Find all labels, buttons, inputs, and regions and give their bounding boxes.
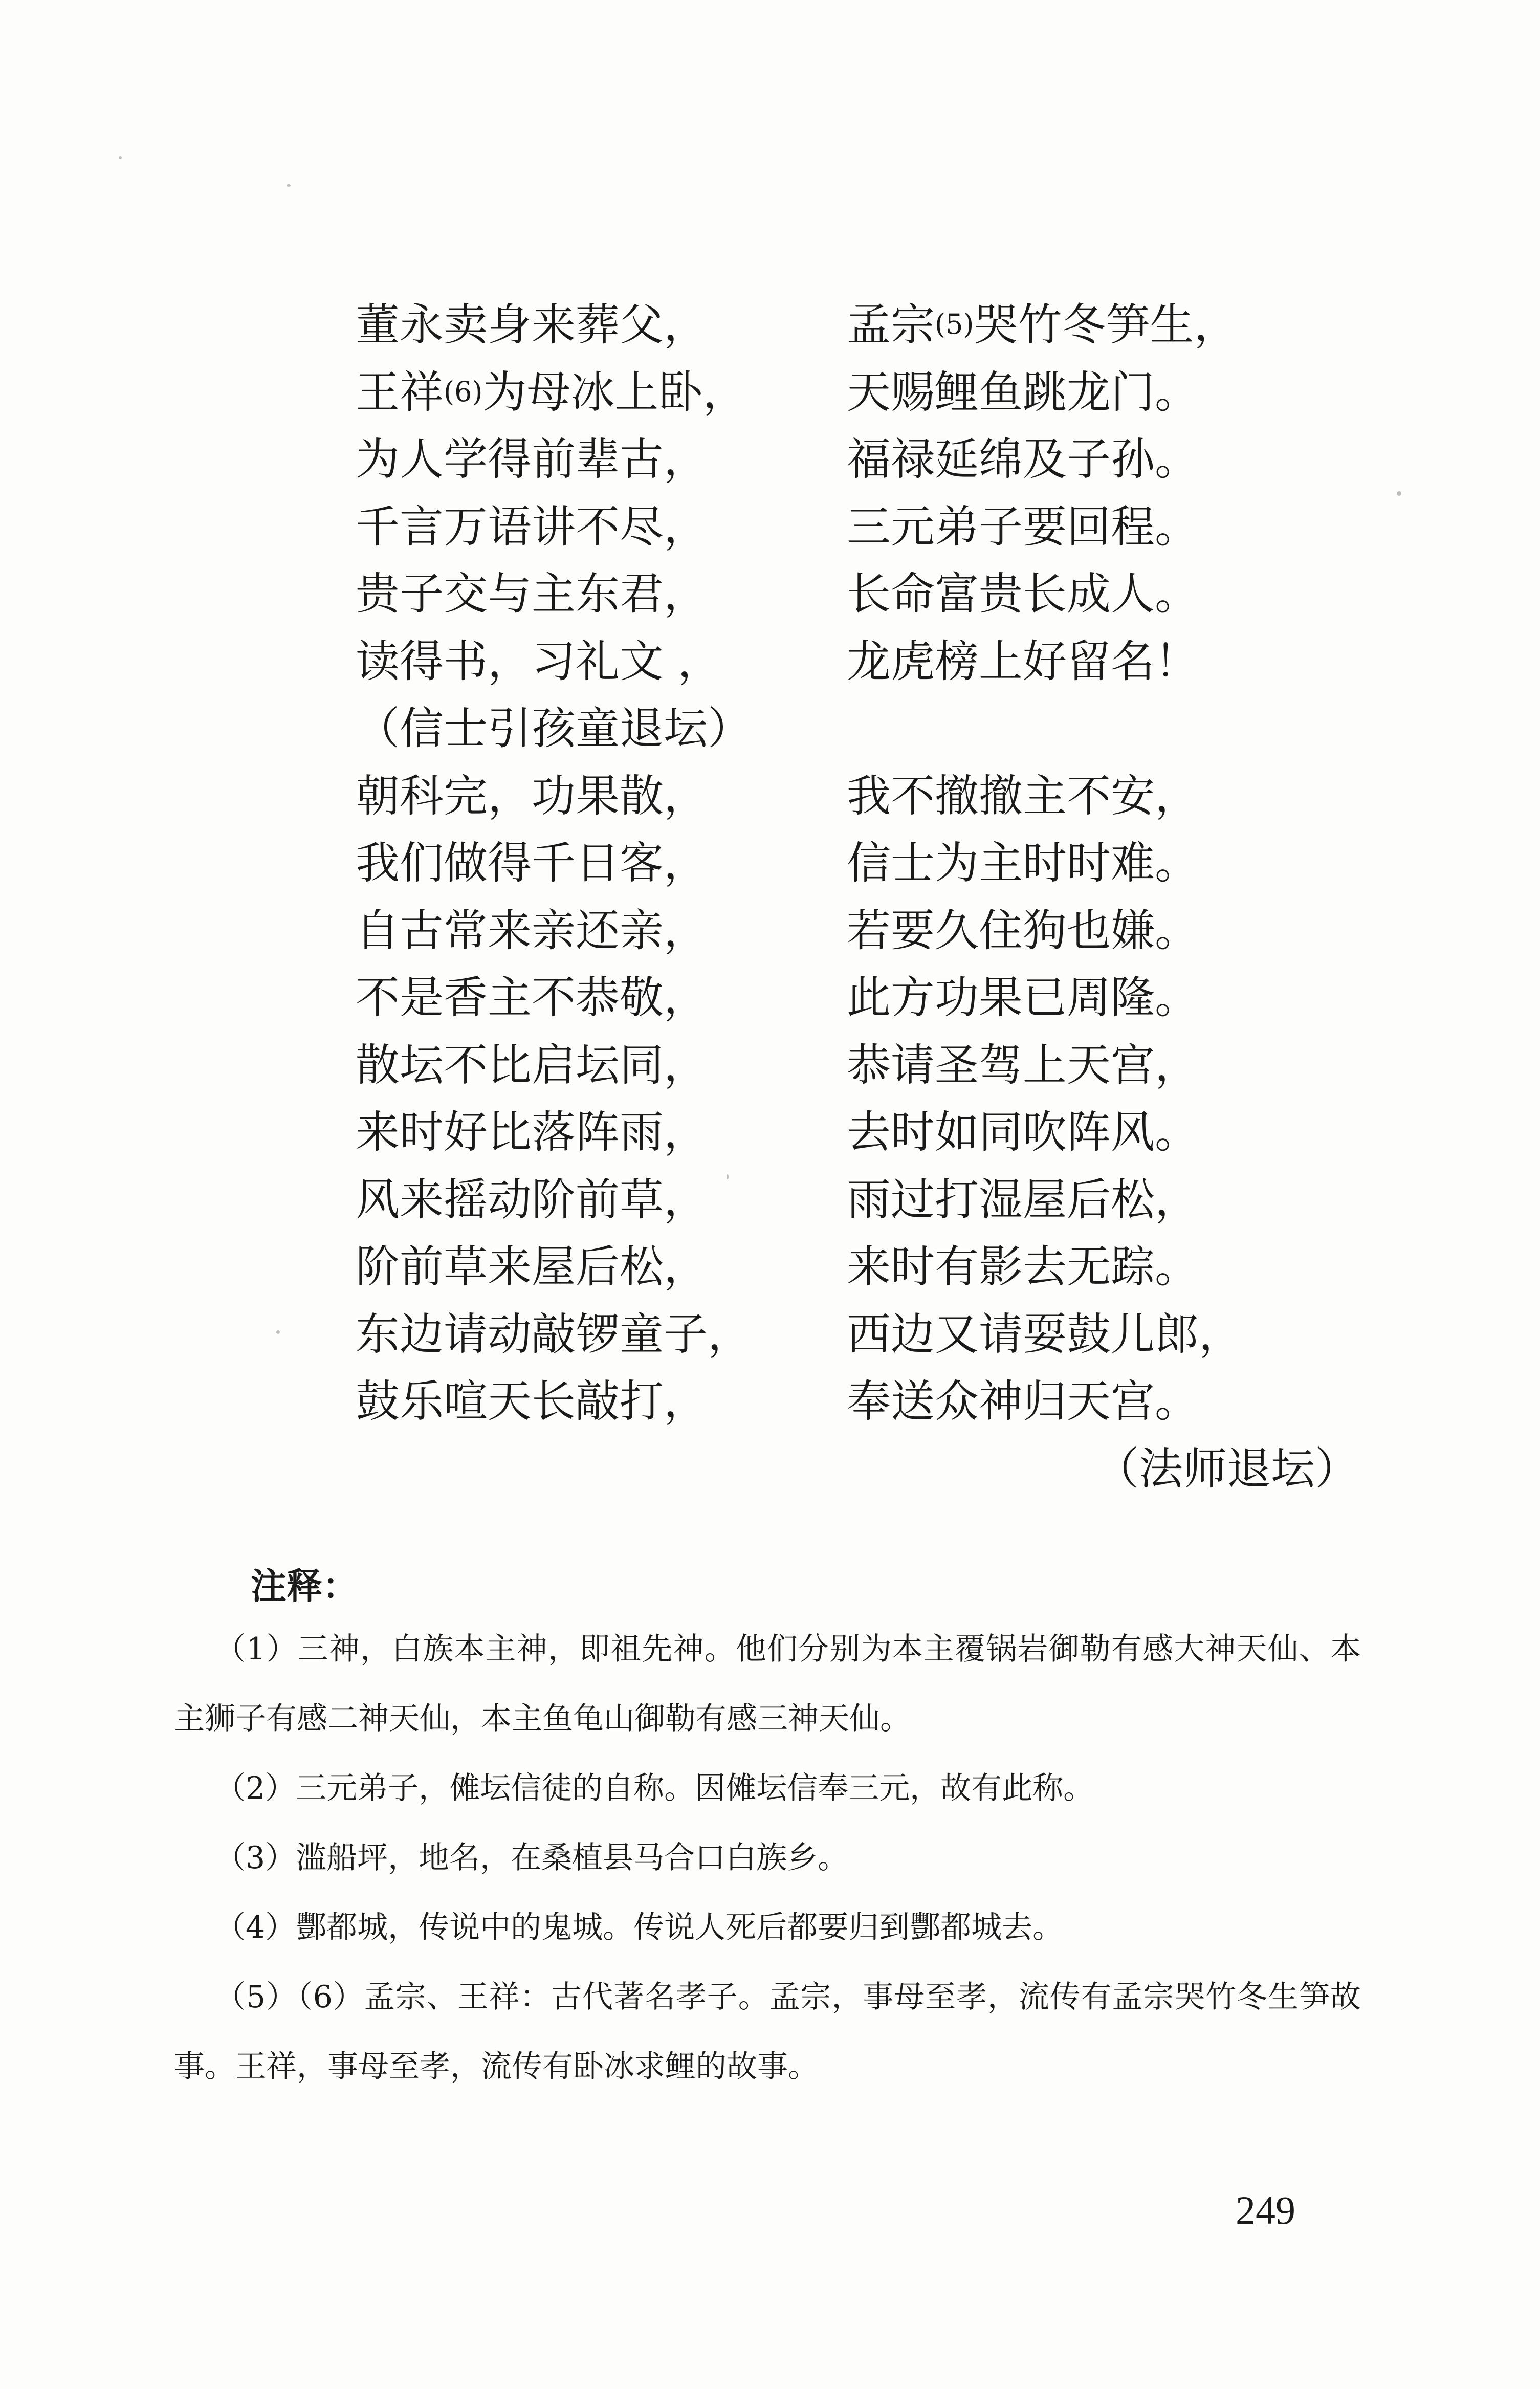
verse-line	[0, 494, 1540, 561]
verse-line	[0, 628, 1540, 696]
verse-line	[0, 359, 1540, 427]
note-reference: (6)	[444, 375, 483, 408]
verse-right: 恭请圣驾上天宫，	[847, 1039, 1199, 1091]
verse-left: 朝科完，功果散，	[356, 770, 708, 822]
verse-line	[0, 830, 1540, 897]
verse-left: 不是香主不恭敬，	[356, 972, 708, 1023]
verse-line	[0, 1368, 1540, 1436]
verse-right: 雨过打湿屋后松，	[847, 1174, 1199, 1225]
verse-right: 奉送众神归天宫。	[847, 1376, 1199, 1427]
note-item: （4）酆都城，传说中的鬼城。传说人死后都要归到酆都城去。	[215, 1910, 1064, 1945]
verse-line	[0, 897, 1540, 965]
verse-left: 读得书，习礼文 ，	[356, 635, 722, 687]
stage-direction: （信士引孩童退坛）	[356, 703, 752, 754]
verse-left: 自古常来亲还亲，	[356, 905, 708, 956]
verse-line	[0, 1032, 1540, 1100]
note-reference: (5)	[935, 308, 974, 340]
verse-right: 天赐鲤鱼跳龙门。	[847, 366, 1199, 418]
verse-left: 我们做得千日客，	[356, 838, 708, 889]
verse-right: 若要久住狗也嫌。	[847, 905, 1199, 956]
verse-right: 信士为主时时难。	[847, 838, 1199, 889]
verse-line	[0, 561, 1540, 628]
stage-direction-line	[0, 695, 1540, 763]
note-item: （5）（6）孟宗、王祥：古代著名孝子。孟宗，事母至孝，流传有孟宗哭竹冬生笋故事。王祥，事母至孝，流传有卧冰求鲤的故事。	[174, 1979, 1361, 2085]
verse-right: 来时有影去无踪。	[847, 1241, 1199, 1292]
verse-text: 哭竹冬笋生，	[974, 299, 1238, 350]
verse-text: 孟宗	[847, 299, 935, 350]
scan-speck	[119, 156, 122, 159]
verse-right: 西边又请耍鼓儿郎，	[847, 1308, 1243, 1360]
verse-right	[847, 292, 1238, 359]
verse-line	[0, 1099, 1540, 1167]
verse-left: 贵子交与主东君，	[356, 568, 708, 620]
verse-left	[356, 359, 747, 427]
verse-left: 千言万语讲不尽，	[356, 501, 708, 553]
verse-right: 长命富贵长成人。	[847, 568, 1199, 620]
verse-line	[0, 292, 1540, 359]
verse-left: 董永卖身来葬父，	[356, 299, 708, 350]
note-item: （1）三神，白族本主神，即祖先神。他们分别为本主覆锅岩御勒有感大神天仙、本主狮子有感二神天仙，本主鱼龟山御勒有感三神天仙。	[174, 1631, 1361, 1737]
verse-line	[0, 426, 1540, 494]
page-number: 249	[1236, 2188, 1295, 2232]
verse-text: 王祥	[356, 366, 444, 418]
verse-line	[0, 763, 1540, 830]
verse-text: 为母冰上卧，	[482, 366, 747, 418]
stage-direction: （法师退坛）	[1095, 1443, 1359, 1495]
verse-left: 鼓乐喧天长敲打，	[356, 1376, 708, 1427]
verse-right: 我不撤撤主不安，	[847, 770, 1199, 822]
note-item: （3）滥船坪，地名，在桑植县马合口白族乡。	[215, 1840, 849, 1876]
scan-speck	[287, 184, 291, 187]
verse-left: 散坛不比启坛同，	[356, 1039, 708, 1091]
verse-right: 去时如同吹阵风。	[847, 1107, 1199, 1158]
notes-heading: 注释：	[251, 1565, 358, 1607]
verse-right: 龙虎榜上好留名！	[847, 635, 1199, 687]
verse-left: 阶前草来屋后松，	[356, 1241, 708, 1292]
stage-direction-line	[0, 1436, 1540, 1503]
verse-right: 福禄延绵及子孙。	[847, 434, 1199, 485]
verse-section	[0, 292, 1540, 1503]
verse-left: 风来摇动阶前草，	[356, 1174, 708, 1225]
verse-line	[0, 965, 1540, 1032]
verse-right: 三元弟子要回程。	[847, 501, 1199, 553]
verse-line	[0, 1167, 1540, 1234]
verse-left: 为人学得前辈古，	[356, 434, 708, 485]
verse-line	[0, 1301, 1540, 1369]
verse-line	[0, 1234, 1540, 1301]
note-item: （2）三元弟子，傩坛信徒的自称。因傩坛信奉三元，故有此称。	[215, 1770, 1094, 1806]
verse-right: 此方功果已周隆。	[847, 972, 1199, 1023]
verse-left: 东边请动敲锣童子，	[356, 1308, 752, 1360]
verse-left: 来时好比落阵雨，	[356, 1107, 708, 1158]
